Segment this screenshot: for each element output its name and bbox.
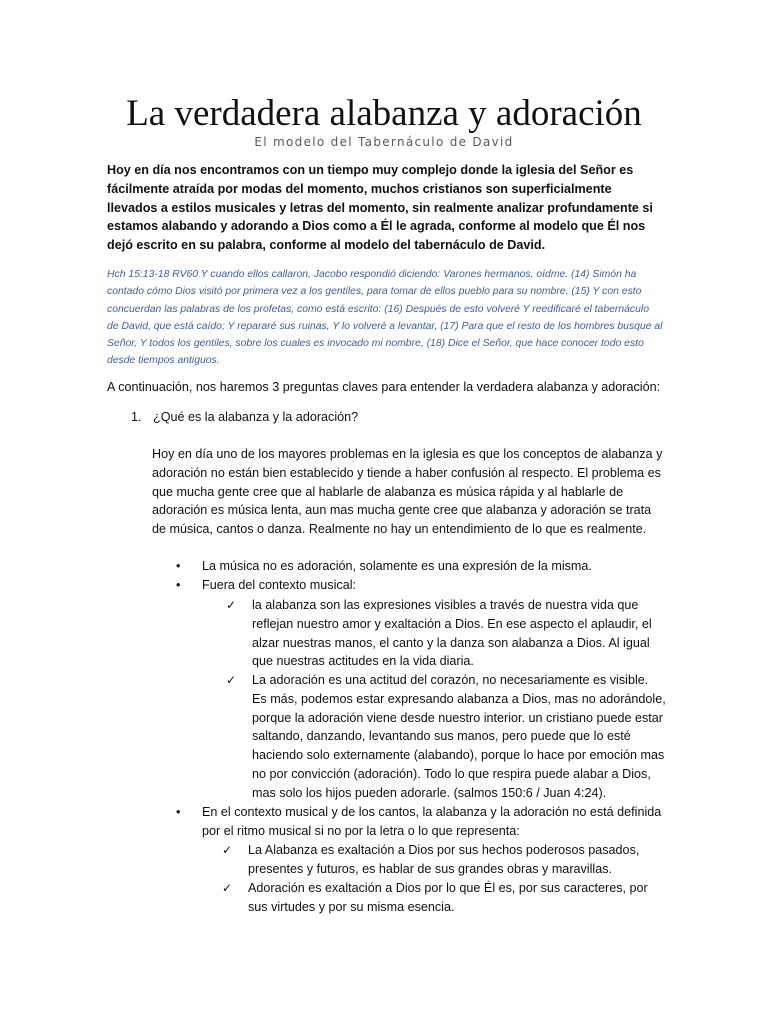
scripture-quote: Hch 15:13-18 RV60 Y cuando ellos callaron, Jacobo respondió diciendo: Varones hermanos, oídme. (14) Simón ha contado cómo Dios visitó por primera vez a los gentiles, para tomar de ellos pueblo para su nombre. (15) Y con esto concuerdan las palabras de los profetas, como está escrito: (16) Después de esto volveré Y reedificaré el tabernáculo de David, que está caído; Y repararé sus ruinas, Y lo volveré a levantar, (17) Para que el resto de los hombres busque al Señor, Y todos los gentiles, sobre los cuales es invocado mi nombre, (18) Dice el Señor, que hace conocer todo esto desde tiempos antiguos. [107,269,663,367]
lead-paragraph: A continuación, nos haremos 3 preguntas claves para entender la verdadera alabanza y adoración: [107,380,661,394]
item-label: ¿Qué es la alabanza y la adoración? [153,410,359,424]
check-text: Adoración es exaltación a Dios por lo que Él es, por sus caracteres, por sus virtudes y por su misma esencia. [248,881,648,914]
check-text: La Alabanza es exaltación a Dios por sus hechos poderosos pasados, presentes y futuros, es hablar de sus grandes obras y maravillas. [248,843,640,876]
check-icon: ✓ [226,598,237,612]
bullet-item-1 [176,557,664,576]
check-item-2 [226,671,666,803]
check-icon: ✓ [222,881,233,895]
bullet-icon: • [176,805,181,819]
bullet-text: La música no es adoración, solamente es una expresión de la misma. [202,559,592,573]
check-text: la alabanza son las expresiones visibles a través de nuestra vida que reflejan nuestro amor y exaltación a Dios. En ese aspecto el aplaudir, el alzar nuestras manos, el canto y la danza son alabanza a Dios. Al igual que nuestras actitudes en la vida diaria. [252,598,652,669]
bullet-icon: • [176,578,181,592]
check-text: La adoración es una actitud del corazón, no necesariamente es visible. Es más, podemos estar expresando alabanza a Dios, mas no adorándole, porque la adoración viene desde nuestro interior. un cristiano puede estar saltando, danzando, levantando sus manos, pero puede que lo esté haciendo solo externamente (alabando), porque lo hace por emoción mas no por convicción (adoración). Todo lo que respira puede alabar a Dios, mas solo los hijos pueden adorarle. (salmos 150:6 / Juan 4:24). [252,673,666,800]
item1-paragraph: Hoy en día uno de los mayores problemas en la iglesia es que los conceptos de alabanza y adoración no están bien establecido y tiende a haber confusión al respecto. El problema es que mucha gente cree que al hablarle de alabanza es música rápida y al hablarle de adoración es música lenta, aun mas mucha gente cree que alabanza y adoración se trata de música, cantos o danza. Realmente no hay un entendimiento de lo que es realmente. [152,447,663,537]
item-number: 1. [131,410,142,424]
check-icon: ✓ [226,673,237,687]
numbered-item-1 [131,408,358,426]
bullet-text: Fuera del contexto musical: [202,578,356,592]
check-item-4 [222,879,662,917]
document-subtitle: El modelo del Tabernáculo de David [254,135,514,149]
bullet-text: En el contexto musical y de los cantos, la alabanza y la adoración no está definida por el ritmo musical si no por la letra o lo que representa: [202,805,662,838]
check-icon: ✓ [222,843,233,857]
bullet-icon: • [176,559,181,573]
bullet-item-2 [176,576,664,595]
check-item-1 [226,596,664,671]
bullet-item-3 [176,803,664,841]
document-title: La verdadera alabanza y adoración [126,93,642,134]
check-item-3 [222,841,662,879]
intro-paragraph: Hoy en día nos encontramos con un tiempo muy complejo donde la iglesia del Señor es fácilmente atraída por modas del momento, muchos cristianos son superficialmente llevados a estilos musicales y letras del momento, sin realmente analizar profundamente si estamos alabando y adorando a Dios como a Él le agrada, conforme al modelo que Él nos dejó escrito en su palabra, conforme al modelo del tabernáculo de David. [107,163,653,253]
